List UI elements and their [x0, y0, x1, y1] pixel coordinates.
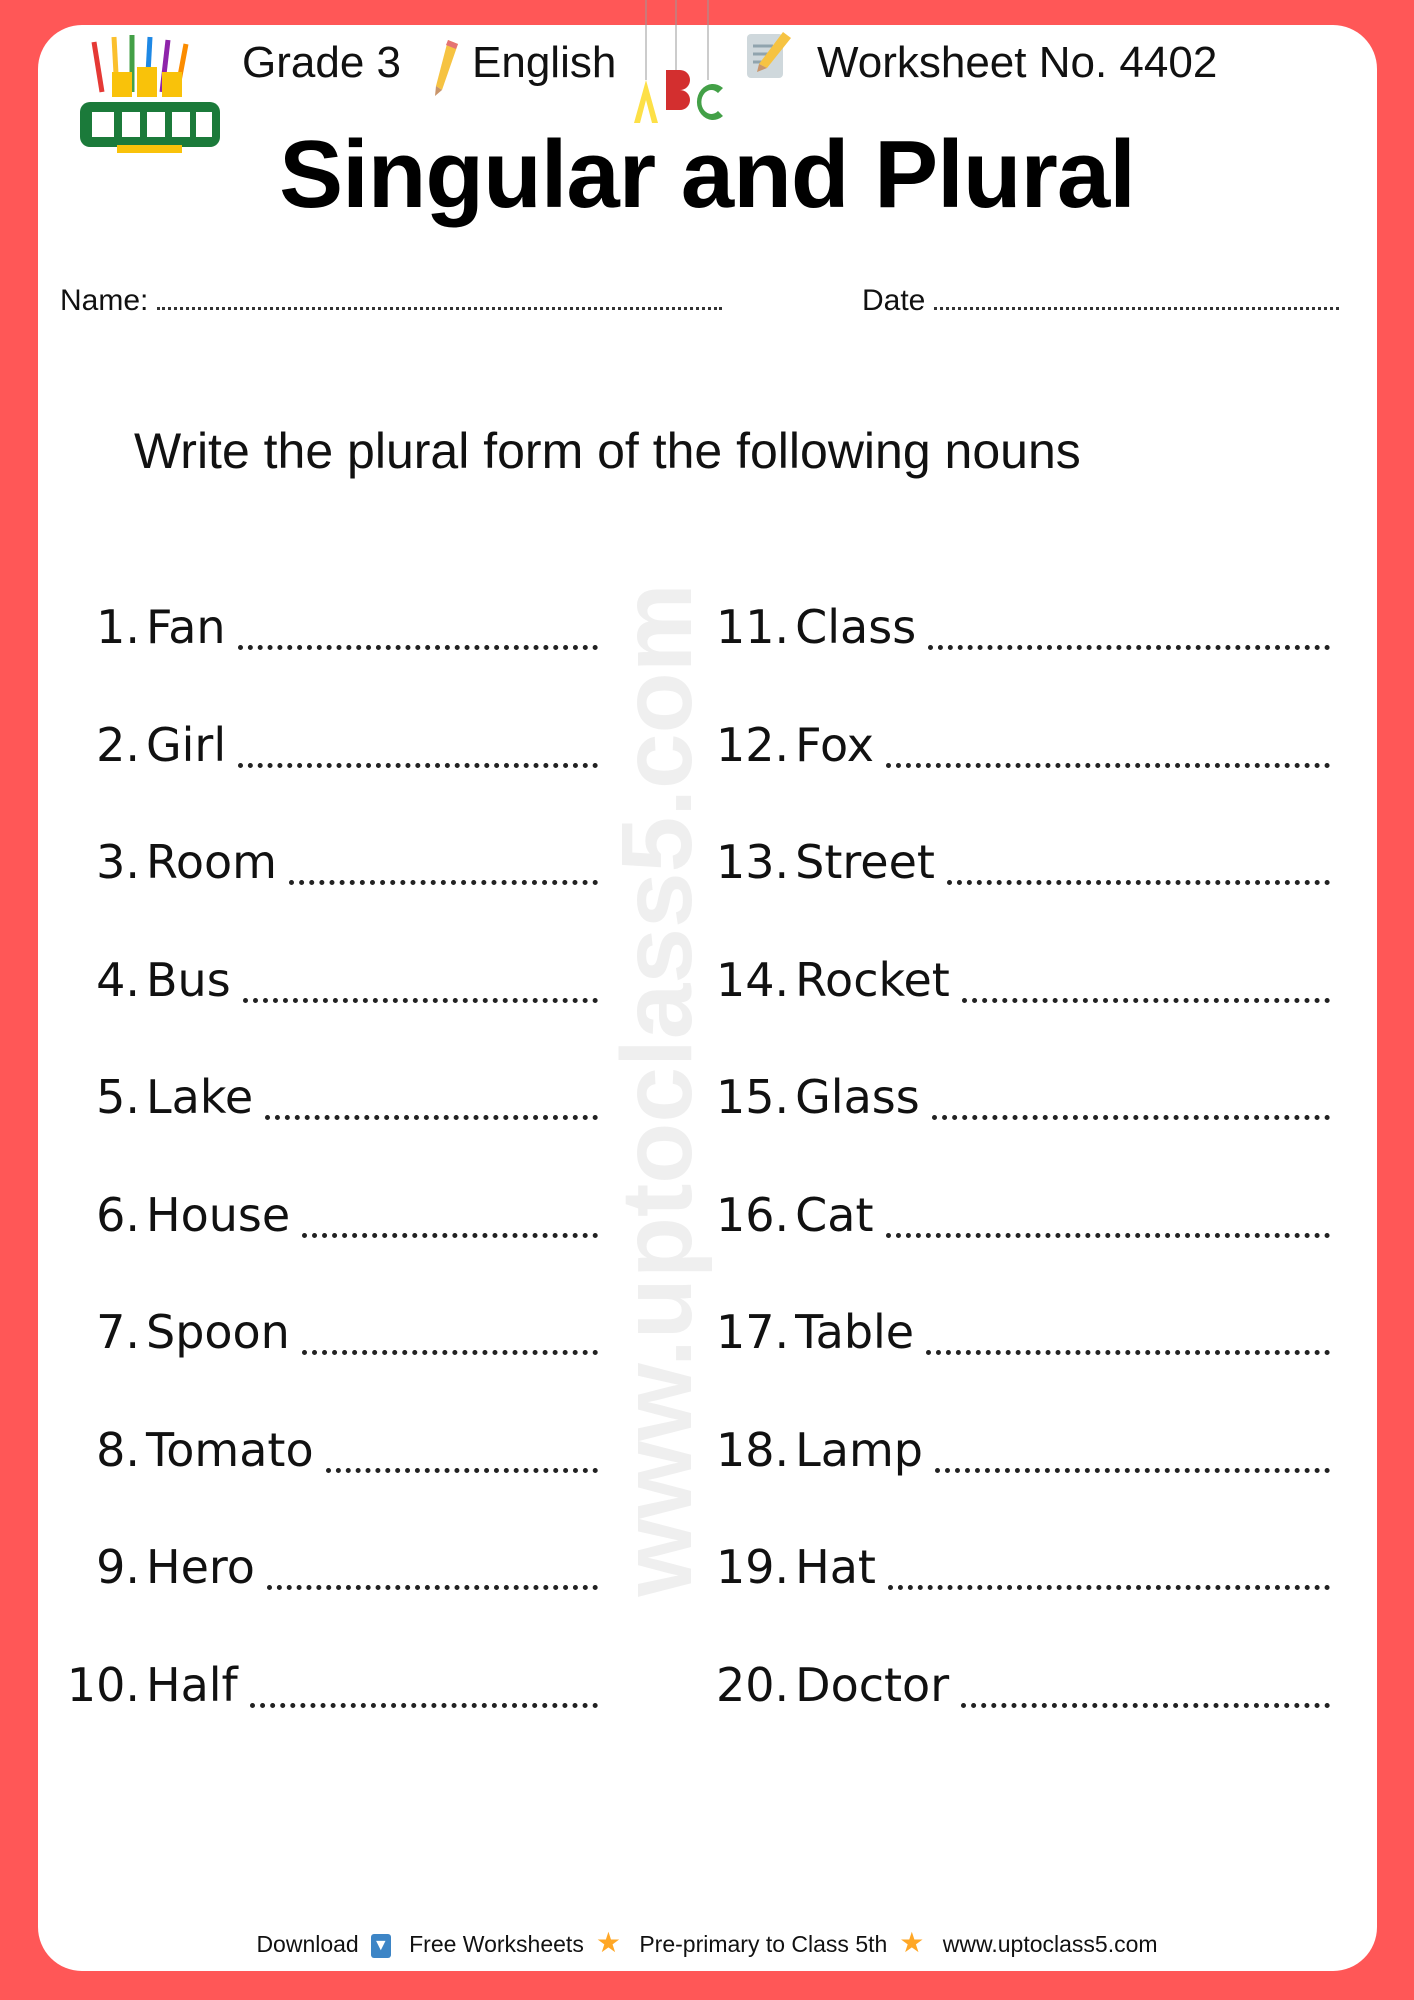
name-blank[interactable]	[157, 307, 722, 310]
pencil-icon	[430, 38, 460, 98]
footer	[0, 1926, 1414, 1959]
question-item	[716, 600, 1330, 660]
answer-blank[interactable]	[961, 1703, 1330, 1708]
footer-range: Pre-primary to Class 5th	[639, 1931, 888, 1957]
question-number: 5.	[96, 1070, 140, 1124]
question-noun: Room	[146, 835, 277, 889]
question-item	[60, 953, 598, 1013]
question-item	[60, 1188, 598, 1248]
question-number: 15.	[716, 1070, 790, 1124]
question-noun: Rocket	[795, 953, 950, 1007]
answer-blank[interactable]	[326, 1468, 598, 1473]
instruction: Write the plural form of the following nouns	[134, 423, 1081, 479]
question-item	[60, 718, 598, 778]
question-number: 19.	[716, 1540, 790, 1594]
question-number: 4.	[96, 953, 140, 1007]
name-field[interactable]	[60, 284, 722, 318]
subject-label: English	[472, 38, 617, 87]
question-number: 9.	[96, 1540, 140, 1594]
question-item	[716, 1070, 1330, 1130]
question-item	[60, 1540, 598, 1600]
question-number: 12.	[716, 718, 790, 772]
memo-icon	[745, 30, 793, 80]
answer-blank[interactable]	[267, 1585, 598, 1590]
answer-blank[interactable]	[302, 1350, 598, 1355]
answer-blank[interactable]	[935, 1468, 1330, 1473]
question-number: 17.	[716, 1305, 790, 1359]
question-item	[60, 835, 598, 895]
question-noun: Girl	[146, 718, 227, 772]
question-noun: Half	[146, 1658, 238, 1712]
question-noun: Spoon	[146, 1305, 290, 1359]
question-item	[60, 600, 598, 660]
question-number: 8.	[96, 1423, 140, 1477]
question-noun: Hat	[795, 1540, 876, 1594]
question-number: 7.	[96, 1305, 140, 1359]
answer-blank[interactable]	[886, 1233, 1331, 1238]
question-noun: Cat	[795, 1188, 874, 1242]
question-noun: Fan	[146, 600, 226, 654]
name-label: Name:	[60, 284, 149, 317]
question-number: 14.	[716, 953, 790, 1007]
question-item	[60, 1070, 598, 1130]
answer-blank[interactable]	[888, 1585, 1330, 1590]
question-number: 1.	[96, 600, 140, 654]
question-item	[716, 1658, 1330, 1718]
question-noun: Glass	[795, 1070, 920, 1124]
answer-blank[interactable]	[250, 1703, 598, 1708]
question-item	[60, 1423, 598, 1483]
question-item	[716, 1423, 1330, 1483]
question-number: 16.	[716, 1188, 790, 1242]
worksheet-number: Worksheet No. 4402	[817, 38, 1218, 87]
question-number: 11.	[716, 600, 790, 654]
question-item	[716, 1188, 1330, 1248]
question-item	[716, 1540, 1330, 1600]
grade-label: Grade 3	[242, 38, 401, 87]
question-noun: Class	[795, 600, 917, 654]
watermark: www.uptoclass5.com	[601, 583, 713, 1597]
question-noun: Tomato	[146, 1423, 314, 1477]
footer-free-worksheets: Free Worksheets	[409, 1931, 584, 1957]
date-blank[interactable]	[934, 307, 1339, 310]
answer-blank[interactable]	[238, 645, 598, 650]
question-noun: Table	[795, 1305, 915, 1359]
question-number: 6.	[96, 1188, 140, 1242]
question-noun: Hero	[146, 1540, 255, 1594]
question-noun: House	[146, 1188, 291, 1242]
question-noun: Fox	[795, 718, 874, 772]
question-item	[716, 953, 1330, 1013]
hanging-abc-icon	[628, 0, 728, 130]
answer-blank[interactable]	[928, 645, 1330, 650]
question-item	[716, 835, 1330, 895]
date-label: Date	[862, 284, 926, 317]
page-title: Singular and Plural	[279, 121, 1135, 228]
answer-blank[interactable]	[238, 763, 598, 768]
question-noun: Bus	[146, 953, 231, 1007]
answer-blank[interactable]	[265, 1115, 598, 1120]
star-icon: ★	[899, 1927, 925, 1958]
answer-blank[interactable]	[926, 1350, 1330, 1355]
answer-blank[interactable]	[243, 998, 598, 1003]
question-number: 2.	[96, 718, 140, 772]
footer-download[interactable]: Download	[256, 1931, 359, 1957]
question-noun: Doctor	[795, 1658, 950, 1712]
question-item	[716, 1305, 1330, 1365]
answer-blank[interactable]	[962, 998, 1330, 1003]
question-noun: Lamp	[795, 1423, 923, 1477]
answer-blank[interactable]	[947, 880, 1330, 885]
question-number: 20.	[716, 1658, 790, 1712]
question-number: 10.	[66, 1658, 140, 1712]
question-noun: Lake	[146, 1070, 254, 1124]
answer-blank[interactable]	[932, 1115, 1330, 1120]
question-item	[60, 1658, 598, 1718]
question-number: 13.	[716, 835, 790, 889]
answer-blank[interactable]	[302, 1233, 598, 1238]
question-noun: Street	[795, 835, 935, 889]
answer-blank[interactable]	[886, 763, 1330, 768]
question-item	[60, 1305, 598, 1365]
question-number: 18.	[716, 1423, 790, 1477]
date-field[interactable]	[862, 284, 1339, 318]
star-icon: ★	[595, 1927, 621, 1958]
question-number: 3.	[96, 835, 140, 889]
download-arrow-icon[interactable]: ▼	[371, 1934, 391, 1958]
footer-website-link[interactable]: www.uptoclass5.com	[942, 1931, 1158, 1957]
question-item	[716, 718, 1330, 778]
answer-blank[interactable]	[289, 880, 598, 885]
